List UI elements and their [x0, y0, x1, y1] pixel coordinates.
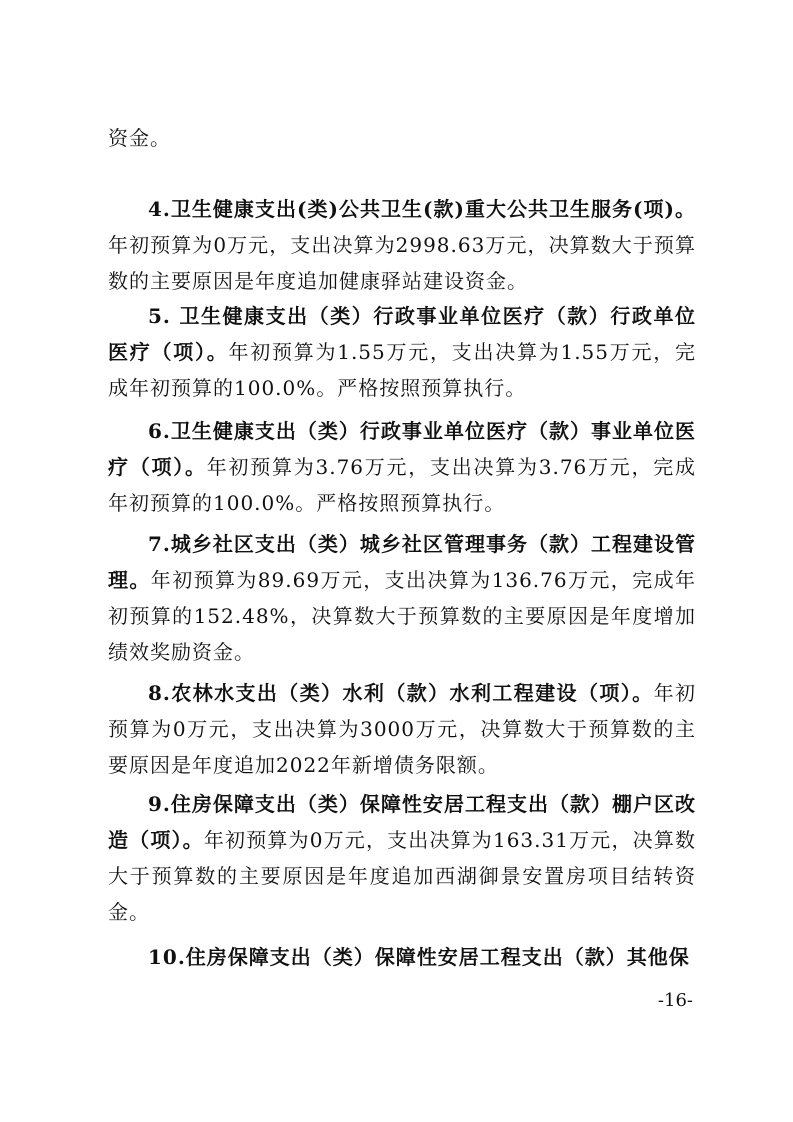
item-heading: 10.住房保障支出（类）保障性安居工程支出（款）其他保	[148, 945, 690, 969]
paragraph-item-7	[108, 526, 696, 670]
item-body: 年初预算为3.76万元，支出决算为3.76万元，完成年初预算的100.0%。严格按照预算执行。	[108, 455, 697, 515]
paragraph-body: 资金。	[108, 126, 171, 150]
item-body: 年初预算为0万元，支出决算为2998.63万元，决算数大于预算数的主要原因是年度追加健康驿站建设资金。	[108, 233, 696, 293]
item-body: 年初预算为1.55万元，支出决算为1.55万元，完成年初预算的100.0%。严格按照预算执行。	[108, 340, 696, 400]
paragraph-item-10	[108, 939, 696, 975]
item-heading: 8.农林水支出（类）水利（款）水利工程建设（项）。	[148, 681, 654, 705]
item-heading: 6.卫生健康支出（类）行政事业单位医疗（款）事业单位医疗（项）。	[108, 419, 696, 479]
item-body: 年初预算为0万元，支出决算为3000万元，决算数大于预算数的主要原因是年度追加2022年新增债务限额。	[108, 681, 696, 777]
item-heading: 9.住房保障支出（类）保障性安居工程支出（款）棚户区改造（项）。	[108, 792, 696, 852]
item-body: 年初预算为89.69万元，支出决算为136.76万元，完成年初预算的152.48%，决算数大于预算数的主要原因是年度增加绩效奖励资金。	[108, 568, 696, 664]
item-heading: 5. 卫生健康支出（类）行政事业单位医疗（款）行政单位医疗（项）。	[108, 304, 696, 364]
paragraph-item-8	[108, 675, 696, 783]
paragraph-item-4	[108, 191, 696, 299]
item-heading: 7.城乡社区支出（类）城乡社区管理事务（款）工程建设管理。	[108, 532, 696, 592]
paragraph-continuation	[108, 120, 696, 156]
paragraph-item-6	[108, 413, 696, 521]
item-heading: 4.卫生健康支出(类)公共卫生(款)重大公共卫生服务(项)。	[148, 197, 696, 221]
item-body: 年初预算为0万元，支出决算为163.31万元，决算数大于预算数的主要原因是年度追加西湖御景安置房项目结转资金。	[108, 828, 696, 924]
paragraph-item-9	[108, 786, 696, 930]
page-number: -16-	[657, 990, 693, 1011]
paragraph-item-5	[108, 298, 696, 406]
